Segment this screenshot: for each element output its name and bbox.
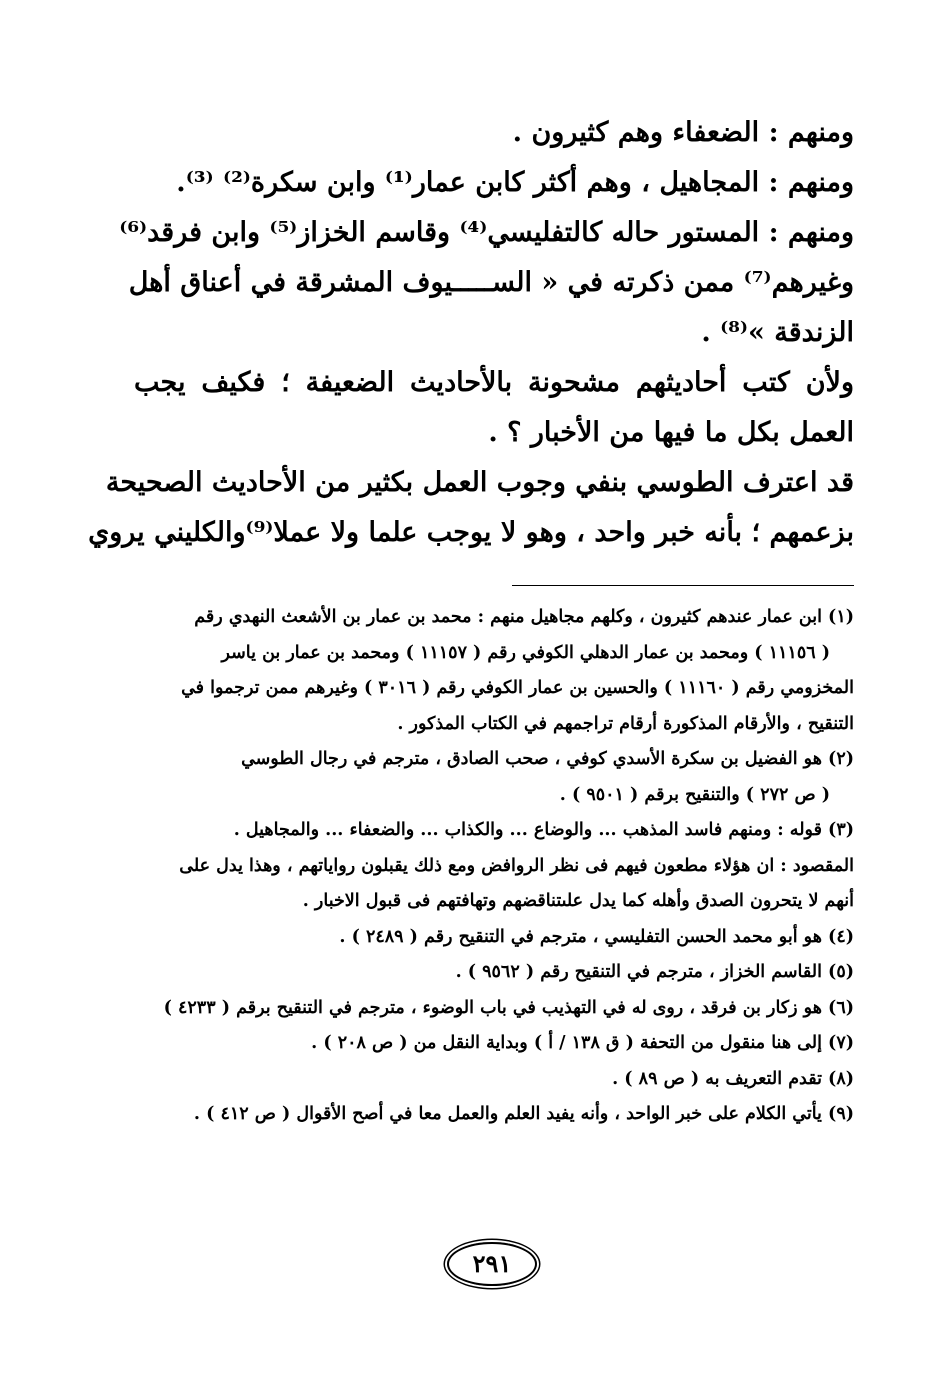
main-line: الزندقة »⁽⁸⁾ . — [701, 317, 854, 348]
main-line: بزعمهم ؛ بأنه خبر واحد ، وهو لا يوجب علما ولا عملا⁽⁹⁾والكليني يروي — [88, 517, 854, 548]
main-line: ومنهم : الضعفاء وهم كثيرون . — [512, 117, 854, 148]
main-line: ومنهم : المستور حاله كالتفليسي⁽⁴⁾ وقاسم الخزاز⁽⁵⁾ وابن فرقد⁽⁶⁾ — [119, 217, 854, 248]
footnote-line: (٦) هو زكار بن فرقد ، روى له في التهذيب في باب الوضوء ، مترجم في التنقيح برقم ( ٤٢٣٣ ) — [163, 997, 854, 1018]
main-line: وغيرهم⁽⁷⁾ ممن ذكرته في « الســـــيوف المشرقة في أعناق أهل — [128, 267, 854, 298]
footnote-line: (٥) القاسم الخزاز ، مترجم في التنقيح رقم ( ٩٥٦٢ ) . — [455, 962, 854, 982]
main-line: العمل بكل ما فيها من الأخبار ؟ . — [488, 417, 854, 448]
footnote-line: التنقيح ، والأرقام المذكورة أرقام تراجمهم في الكتاب المذكور . — [397, 713, 854, 734]
footnote-line: ( ١١١٥٦ ) ومحمد بن عمار الدهلي الكوفي رقم ( ١١١٥٧ ) ومحمد بن عمار بن ياسر — [221, 642, 830, 663]
footnote-separator — [512, 585, 854, 586]
footnote-line: أنهم لا يتحرون الصدق وأهله كما يدل علىتناقضهم وتهافتهم فى قبول الاخبار . — [302, 891, 854, 911]
page-number: ٢٩١ — [447, 1242, 537, 1286]
footnote-line: المقصود : ان هؤلاء مطعون فيهم فى نظر الروافض ومع ذلك يقبلون رواياتهم ، وهذا يدل على — [179, 855, 854, 876]
footnote-line: (٢) هو الفضيل بن سكرة الأسدي كوفي ، صحب الصادق ، مترجم في رجال الطوسي — [241, 749, 854, 769]
footnotes-block — [132, 600, 854, 1133]
footnote-line: (١) ابن عمار عندهم كثيرون ، وكلهم مجاهيل منهم : محمد بن عمار بن الأشعث النهدي رقم — [194, 607, 854, 627]
footnote-line: (٤) هو أبو محمد الحسن التفليسي ، مترجم في التنقيح رقم ( ٢٤٨٩ ) . — [339, 926, 854, 947]
footnote-line: ( ص ٢٧٢ ) والتنقيح برقم ( ٩٥٠١ ) . — [559, 784, 830, 805]
main-text-block — [88, 108, 854, 558]
footnote-line: (٧) إلى هنا منقول من التحفة ( ق ١٣٨ / أ ) وبداية النقل من ( ص ٢٠٨ ) . — [311, 1033, 854, 1053]
main-line: ولأن كتب أحاديثهم مشحونة بالأحاديث الضعيفة ؛ فكيف يجب — [134, 367, 854, 398]
footnote-line: (٩) يأتي الكلام على خبر الواحد ، وأنه يفيد العلم والعمل معا في أصح الأقوال ( ص ٤١٢ ) . — [193, 1104, 854, 1124]
footnote-line: (٣) قوله : ومنهم فاسد المذهب ... والوضاع ... والكذاب ... والضعفاء ... والمجاهيل . — [233, 820, 854, 840]
footnote-line: المخزومي رقم ( ١١١٦٠ ) والحسين بن عمار الكوفي رقم ( ٣٠١٦ ) وغيرهم ممن ترجموا في — [181, 678, 854, 698]
footnote-line: (٨) تقدم التعريف به ( ص ٨٩ ) . — [612, 1068, 854, 1089]
main-line: ومنهم : المجاهيل ، وهم أكثر كابن عمار⁽¹⁾ وابن سكرة⁽²⁾ ⁽³⁾. — [176, 167, 854, 198]
main-line: قد اعترف الطوسي بنفي وجوب العمل بكثير من الأحاديث الصحيحة — [105, 467, 854, 498]
